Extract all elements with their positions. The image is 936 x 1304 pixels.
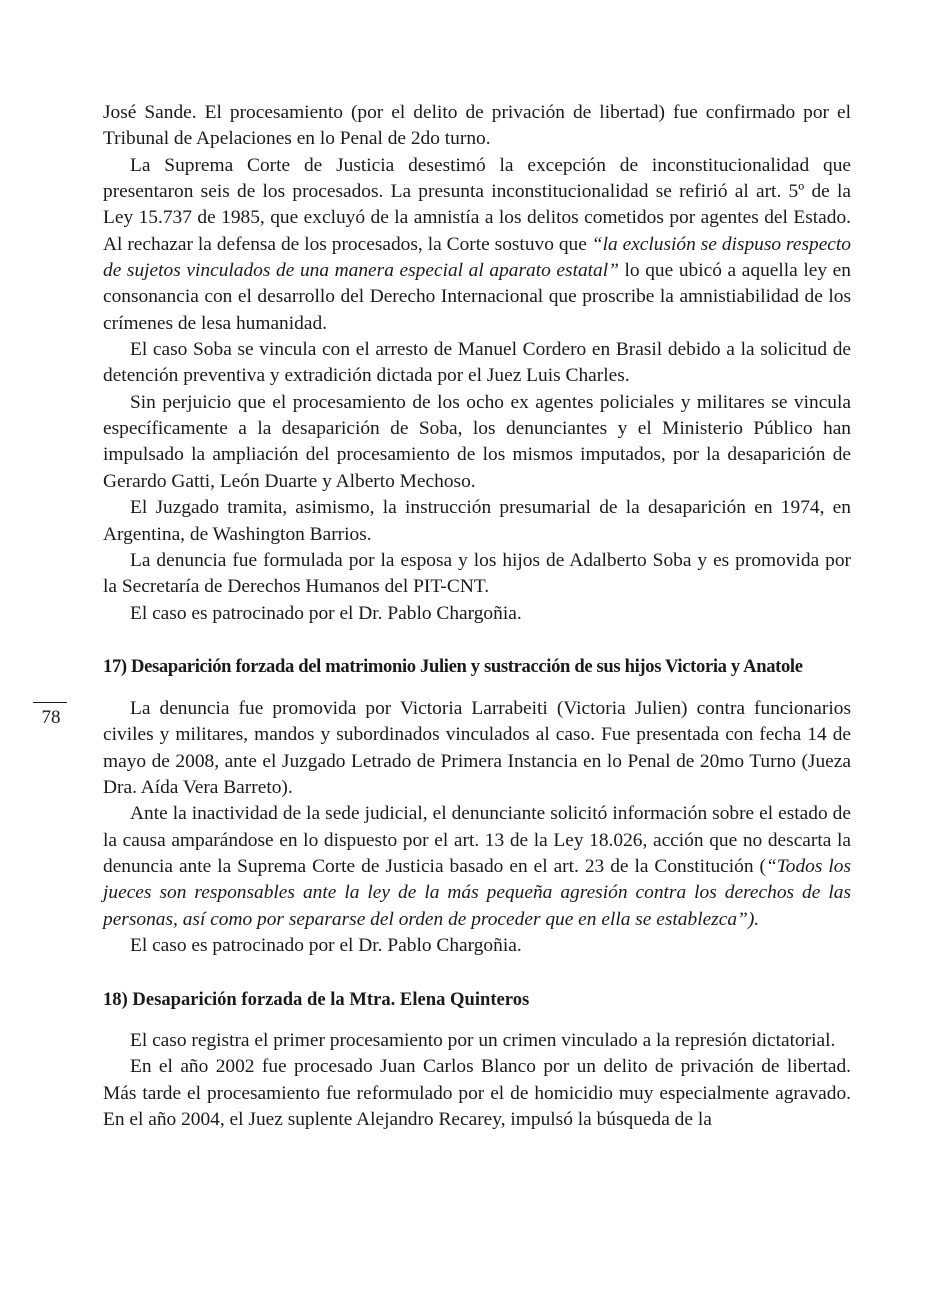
paragraph	[103, 801, 851, 933]
paragraph: José Sande. El procesamiento (por el delito de privación de libertad) fue confirmado por el Tribunal de Apelaciones en lo Penal de 2do turno.	[103, 102, 851, 150]
paragraph: El caso es patrocinado por el Dr. Pablo Chargoñia.	[130, 602, 522, 624]
constitution-quote: “Todos los jueces son responsables ante la ley de la más pequeña agresión contra los derechos de las personas, así como por separarse del orden de proceder que en ella se establezca”).	[103, 856, 851, 930]
paragraph: Sin perjuicio que el procesamiento de los ocho ex agentes policiales y militares se vincula específicamente a la desaparición de Soba, los denunciantes y el Ministerio Público han impulsado la ampliación del procesamiento de los mismos imputados, por la desaparición de Gerardo Gatti, León Duarte y Alberto Mechoso.	[103, 391, 851, 492]
section-18-body	[103, 1028, 851, 1133]
paragraph	[103, 153, 851, 337]
paragraph: El Juzgado tramita, asimismo, la instrucción presumarial de la desaparición en 1974, en Argentina, de Washington Barrios.	[103, 497, 851, 545]
section-heading: 17) Desaparición forzada del matrimonio Julien y sustracción de sus hijos Victoria y Anatole	[103, 656, 803, 677]
page-number-rule	[33, 702, 67, 703]
paragraph-text: lo que ubicó a aquella ley en consonancia con el desarrollo del Derecho Internacional que proscribe la amnistiabilidad de los crímenes de lesa humanidad.	[103, 260, 851, 334]
paragraph: El caso registra el primer procesamiento por un crimen vinculado a la represión dictatorial.	[130, 1030, 836, 1051]
section-heading: 18) Desaparición forzada de la Mtra. Elena Quinteros	[103, 989, 530, 1010]
paragraph: La denuncia fue promovida por Victoria Larrabeiti (Victoria Julien) contra funcionarios civiles y militares, mandos y subordinados vinculados al caso. Fue presentada con fecha 14 de mayo de 2008, ante el Juzgado Letrado de Primera Instancia en lo Penal de 20mo Turno (Jueza Dra. Aída Vera Barreto).	[103, 698, 851, 799]
section-16-continuation	[103, 100, 851, 627]
page-number: 78	[41, 707, 61, 728]
paragraph: La denuncia fue formulada por la esposa y los hijos de Adalberto Soba y es promovida por la Secretaría de Derechos Humanos del PIT-CNT.	[103, 549, 851, 598]
paragraph-text: Ante la inactividad de la sede judicial, el denunciante solicitó información sobre el estado de la causa amparándose en lo dispuesto por el art. 13 de la Ley 18.026, acción que no descarta la denuncia ante la Suprema Corte de Justicia basado en el art. 23 de la Constitución (	[103, 803, 851, 878]
paragraph: El caso es patrocinado por el Dr. Pablo Chargoñia.	[130, 935, 522, 957]
paragraph: En el año 2002 fue procesado Juan Carlos Blanco por un delito de privación de libertad. Más tarde el procesamiento fue reformulado por el de homicidio muy especialmente agravado. En el año 2004, el Juez suplente Alejandro Recarey, impulsó la búsqueda de la	[103, 1056, 851, 1131]
section-17-body	[103, 696, 851, 959]
court-quote: “la exclusión se dispuso respecto de sujetos vinculados de una manera especial al aparato estatal”	[103, 233, 851, 282]
paragraph-text: La Suprema Corte de Justicia desestimó la excepción de inconstitucionalidad que presentaron seis de los procesados. La presunta inconstitucionalidad se refirió al art. 5º de la Ley 15.737 de 1985, que excluyó de la amnistía a los delitos cometidos por agentes del Estado. Al rechazar la defensa de los procesados, la Corte sostuvo que	[103, 154, 851, 255]
paragraph: El caso Soba se vincula con el arresto de Manuel Cordero en Brasil debido a la solicitud de detención preventiva y extradición dictada por el Juez Luis Charles.	[103, 339, 851, 387]
